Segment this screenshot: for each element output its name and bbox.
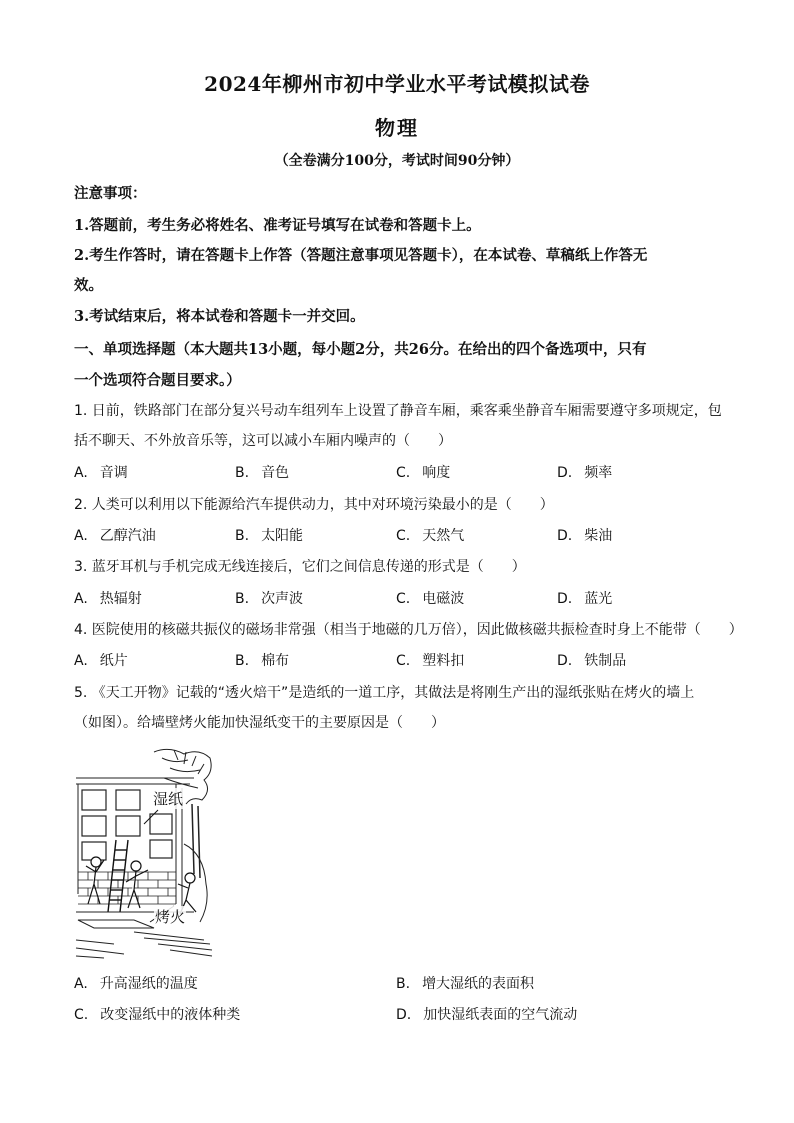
q4-option-d: D. 铁制品	[557, 653, 627, 669]
notes-item: 2.考生作答时，请在答题卡上作答（答题注意事项见答题卡），在本试卷、草稿纸上作答无	[74, 247, 648, 264]
exam-info: （全卷满分100分，考试时间90分钟）	[274, 153, 520, 169]
question-4-text: 4. 医院使用的核磁共振仪的磁场非常强（相当于地磁的几万倍），因此做核磁共振检查时身上不能带（ ）	[74, 622, 743, 638]
q5-option-c: C. 改变湿纸中的液体种类	[74, 1007, 241, 1023]
q1-option-d: D. 频率	[557, 465, 613, 481]
q3-option-b: B. 次声波	[235, 591, 304, 607]
q5-option-d: D. 加快湿纸表面的空气流动	[396, 1007, 578, 1023]
q1-option-a: A. 音调	[74, 465, 128, 481]
q2-option-a: A. 乙醇汽油	[74, 528, 156, 544]
q2-option-c: C. 天然气	[396, 528, 465, 544]
notes-item: 1.答题前，考生务必将姓名、准考证号填写在试卷和答题卡上。	[74, 217, 481, 234]
q4-option-a: A. 纸片	[74, 653, 128, 669]
label-wet-paper: 湿纸	[153, 790, 184, 808]
notes-item: 效。	[74, 277, 103, 294]
notes-item: 3.考试结束后，将本试卷和答题卡一并交回。	[74, 308, 365, 325]
q4-option-b: B. 棉布	[235, 653, 290, 669]
page-title: 2024年柳州市初中学业水平考试模拟试卷	[204, 72, 590, 96]
question-3-text: 3. 蓝牙耳机与手机完成无线连接后，它们之间信息传递的形式是（ ）	[74, 559, 526, 575]
q3-option-d: D. 蓝光	[557, 591, 613, 607]
q5-option-b: B. 增大湿纸的表面积	[396, 976, 535, 992]
question-5-text: （如图）。给墙壁烤火能加快湿纸变干的主要原因是（ ）	[74, 715, 445, 731]
q4-option-c: C. 塑料扣	[396, 653, 465, 669]
notes-heading: 注意事项：	[74, 185, 147, 202]
question-2-text: 2. 人类可以利用以下能源给汽车提供动力，其中对环境污染最小的是（ ）	[74, 497, 554, 513]
q3-option-c: C. 电磁波	[396, 591, 465, 607]
q1-option-b: B. 音色	[235, 465, 290, 481]
q2-option-b: B. 太阳能	[235, 528, 304, 544]
papermaking-illustration	[74, 744, 214, 960]
question-5-text: 5. 《天工开物》记载的“透火焙干”是造纸的一道工序，其做法是将刚生产出的湿纸张贴在烤火的墙上	[74, 685, 695, 701]
q3-option-a: A. 热辐射	[74, 591, 142, 607]
label-fire: 烤火	[155, 908, 186, 926]
q2-option-d: D. 柴油	[557, 528, 613, 544]
q5-option-a: A. 升高湿纸的温度	[74, 976, 198, 992]
q1-option-c: C. 响度	[396, 465, 451, 481]
section-heading: 一、单项选择题（本大题共13小题，每小题2分，共26分。在给出的四个备选项中，只有	[74, 341, 647, 358]
section-heading: 一个选项符合题目要求。）	[74, 372, 241, 389]
question-1-text: 括不聊天、不外放音乐等，这可以减小车厢内噪声的（ ）	[74, 433, 452, 449]
question-1-text: 1. 日前，铁路部门在部分复兴号动车组列车上设置了静音车厢，乘客乘坐静音车厢需要遵守多项规定，包	[74, 403, 722, 419]
subject-title: 物理	[375, 116, 419, 140]
